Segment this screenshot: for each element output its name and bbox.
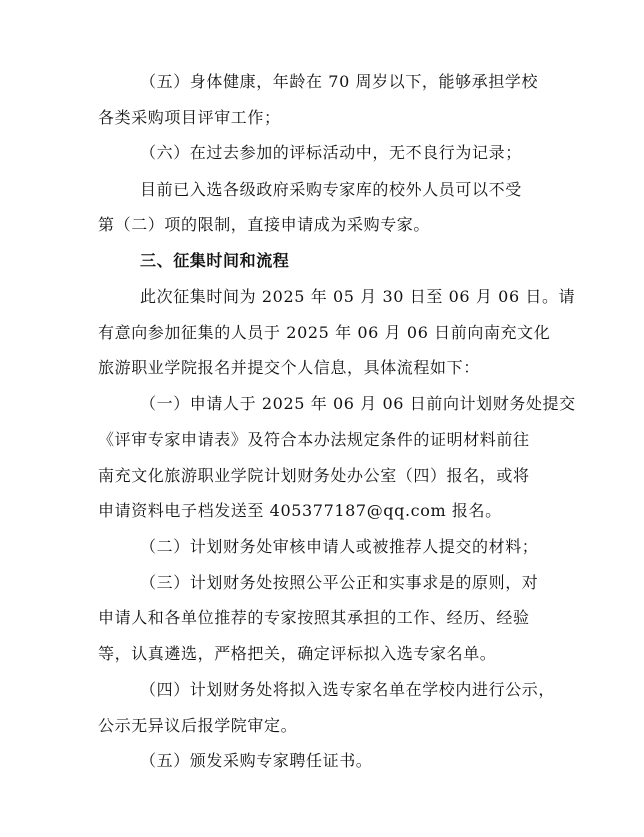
step-2-line: （二）计划财务处审核申请人或被推荐人提交的材料； <box>140 537 539 556</box>
step-3-line-3: 等，认真遴选，严格把关，确定评标拟入选专家名单。 <box>98 644 497 663</box>
step-1-line: （一）申请人于 2025 年 06 月 06 日前向计划财务处提交 <box>140 394 576 413</box>
section-heading: 三、征集时间和流程 <box>140 251 290 270</box>
step-1-line-4: 申请资料电子档发送至 405377187@qq.com 报名。 <box>98 501 502 520</box>
step-4-line: （四）计划财务处将拟入选专家名单在学校内进行公示， <box>140 680 556 699</box>
step-4-line-2: 公示无异议后报学院审定。 <box>98 716 298 735</box>
step-1-line-3: 南充文化旅游职业学院计划财务处办公室（四）报名，或将 <box>98 466 530 485</box>
schedule-paragraph-line-3: 旅游职业学院报名并提交个人信息，具体流程如下： <box>98 358 480 377</box>
item-6-record-line: （六）在过去参加的评标活动中，无不良行为记录； <box>140 143 522 162</box>
step-3-line: （三）计划财务处按照公平公正和实事求是的原则，对 <box>140 573 539 592</box>
step-3-line-2: 申请人和各单位推荐的专家按照其承担的工作、经历、经验 <box>98 608 530 627</box>
exemption-paragraph-line: 目前已入选各级政府采购专家库的校外人员可以不受 <box>140 180 522 199</box>
step-1-line-2: 《评审专家申请表》及符合本办法规定条件的证明材料前往 <box>98 430 530 449</box>
step-5-line: （五）颁发采购专家聘任证书。 <box>140 751 373 770</box>
item-5-health-continuation: 各类采购项目评审工作； <box>98 108 281 127</box>
item-5-health-line: （五）身体健康，年龄在 70 周岁以下，能够承担学校 <box>140 72 539 91</box>
schedule-paragraph-line: 此次征集时间为 2025 年 05 月 30 日至 06 月 06 日。请 <box>140 287 576 306</box>
exemption-paragraph-continuation: 第（二）项的限制，直接申请成为采购专家。 <box>98 215 431 234</box>
schedule-paragraph-line-2: 有意向参加征集的人员于 2025 年 06 月 06 日前向南充文化 <box>98 323 551 342</box>
